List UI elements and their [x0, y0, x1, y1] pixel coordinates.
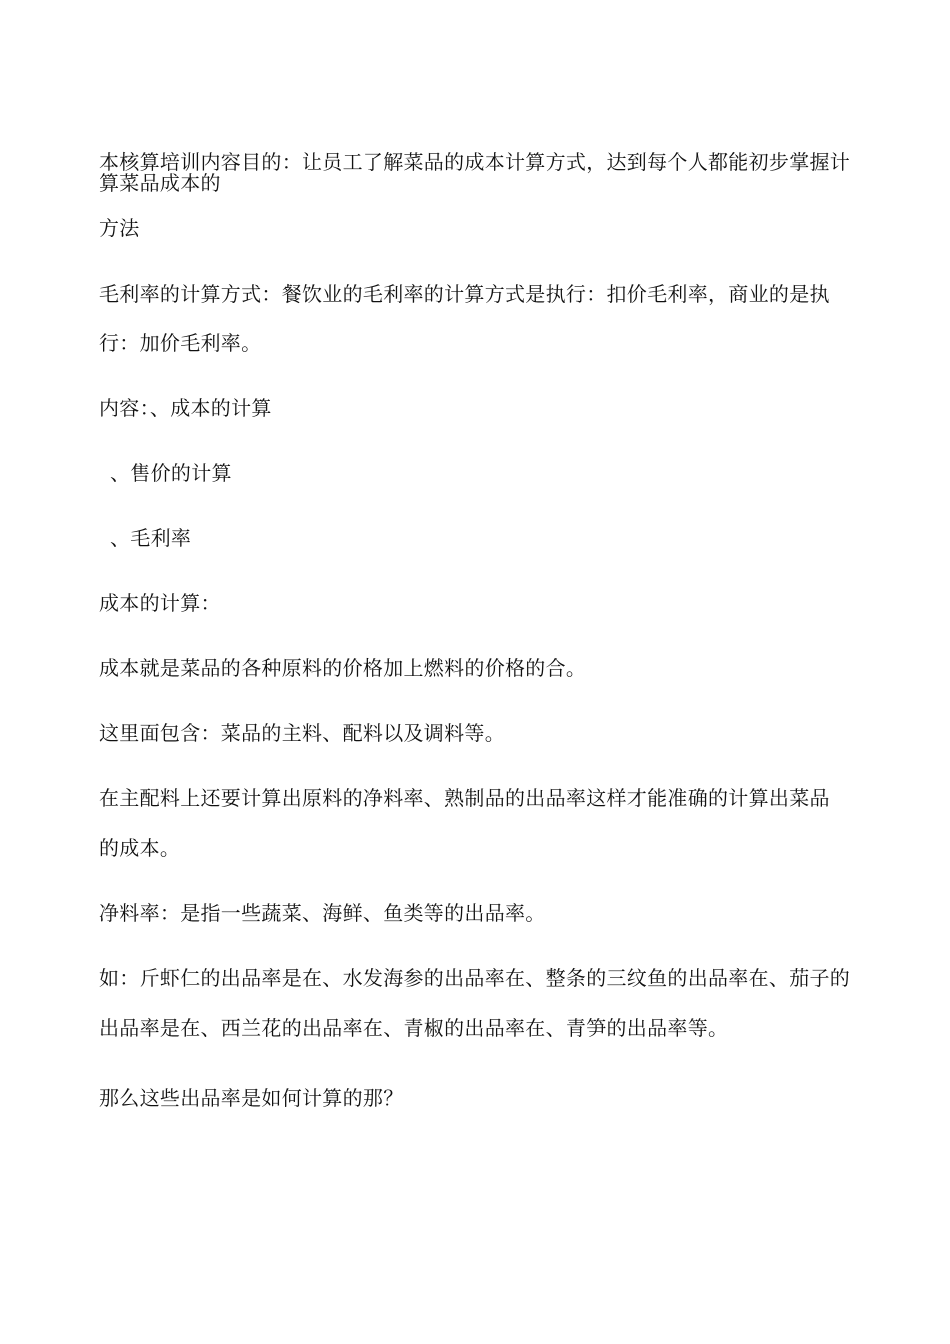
examples-line-2: 出品率是在、西兰花的出品率在、青椒的出品率在、青笋的出品率等。	[99, 1016, 729, 1040]
cost-components: 这里面包含：菜品的主料、配料以及调料等。	[99, 721, 505, 745]
cost-section-heading: 成本的计算：	[99, 591, 221, 615]
net-yield-definition: 净料率：是指一些蔬菜、海鲜、鱼类等的出品率。	[99, 901, 546, 925]
yield-note-line-1: 在主配料上还要计算出原料的净料率、熟制品的出品率这样才能准确的计算出菜品	[99, 786, 830, 810]
purpose-line-3: 方法	[99, 216, 140, 240]
examples-line-1: 如：斤虾仁的出品率是在、水发海参的出品率在、整条的三纹鱼的出品率在、茄子的	[99, 966, 851, 990]
cost-definition: 成本就是菜品的各种原料的价格加上燃料的价格的合。	[99, 656, 587, 680]
yield-note-line-2: 的成本。	[99, 836, 181, 860]
purpose-line-1: 本核算培训内容目的：让员工了解菜品的成本计算方式，达到每个人都能初步掌握计	[99, 150, 851, 174]
closing-question: 那么这些出品率是如何计算的那？	[99, 1086, 404, 1110]
margin-formula-line-2: 行：加价毛利率。	[99, 331, 262, 355]
margin-formula-line-1: 毛利率的计算方式：餐饮业的毛利率的计算方式是执行：扣价毛利率，商业的是执	[99, 282, 830, 306]
content-item-margin: 、毛利率	[110, 526, 192, 550]
purpose-line-2: 算菜品成本的	[99, 171, 221, 195]
content-item-price: 、售价的计算	[110, 461, 232, 485]
content-heading: 内容：、成本的计算	[99, 396, 272, 420]
